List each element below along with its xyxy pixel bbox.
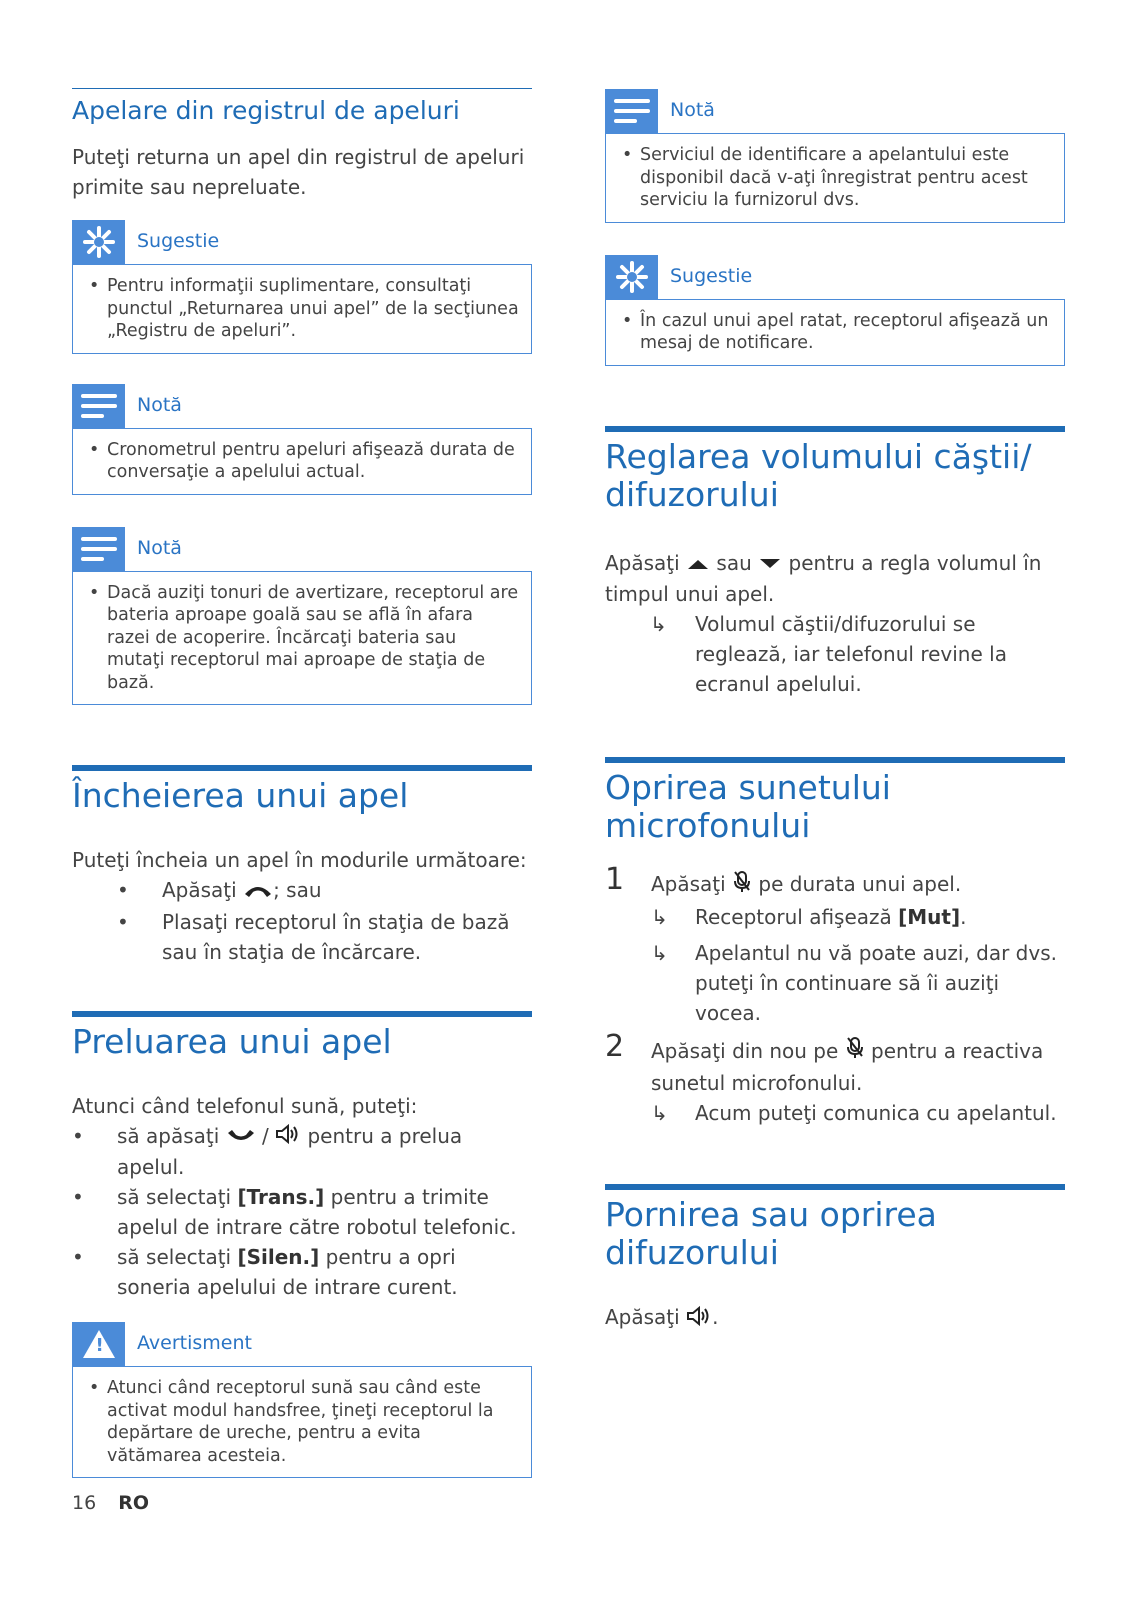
language-code: RO	[118, 1492, 149, 1514]
left-column	[72, 88, 532, 1478]
mute-result-1: ↳ Receptorul afişează [Mut].	[651, 902, 1065, 932]
result-arrow-icon: ↳	[650, 612, 667, 636]
speaker-icon	[275, 1122, 301, 1152]
apelare-title: Apelare din registrul de apeluri	[72, 96, 460, 125]
volum-body: Apăsaţi sau pentru a regla volumul în timpul unui apel.	[605, 550, 1042, 606]
page-number: 16	[72, 1492, 97, 1514]
note-label: Notă	[137, 393, 182, 416]
right-column	[605, 89, 1065, 1334]
list-item: • Atunci când receptorul sună sau când este activat modul handsfree, ţineţi receptorul la depărtare de ureche, pentru a evita vătămarea acesteia.	[89, 1378, 494, 1466]
speaker-body: Apăsaţi .	[605, 1302, 1065, 1334]
end-call-icon	[243, 877, 273, 907]
volum-result: ↳ Volumul căştii/difuzorului se reglează, iar telefonul revine la ecranul apelului.	[605, 609, 1065, 699]
apelare-heading-block	[72, 88, 532, 128]
note-icon	[72, 527, 125, 571]
note-box-1	[72, 384, 532, 495]
list-item: • Serviciul de identificare a apelantului este disponibil dacă v-aţi înregistrat pentru acest serviciu la furnizorul dvs.	[622, 145, 1028, 210]
incheiere-intro: Puteţi încheia un apel în modurile următoare:	[72, 848, 527, 872]
incheiere-title: Încheierea unui apel	[72, 776, 409, 815]
note-box-3	[605, 89, 1065, 223]
note-label: Notă	[137, 536, 182, 559]
list-item: • Plasaţi receptorul în staţia de bază sau în staţia de încărcare.	[117, 909, 510, 964]
list-item: • să selectaţi [Trans.] pentru a trimite apelul de intrare către robotul telefonic.	[72, 1185, 517, 1239]
warning-box	[72, 1322, 532, 1478]
speaker-heading-block	[605, 1184, 1065, 1272]
preluare-list	[72, 1121, 532, 1303]
mute-title: Oprirea sunetului microfonului	[605, 768, 891, 845]
tip-box-1	[72, 220, 532, 354]
apelare-body: Puteţi returna un apel din registrul de apeluri primite sau nepreluate.	[72, 145, 525, 199]
result-arrow-icon: ↳	[651, 940, 668, 965]
preluare-title: Preluarea unui apel	[72, 1021, 392, 1061]
note-icon	[72, 384, 125, 428]
note-box-2	[72, 527, 532, 706]
mute-step-1: 1 Apăsaţi pe durata unui apel. ↳ Receptorul afişează [Mut]. ↳ Apelantul nu vă poate auzi, dar dvs. puteţi în continuare să îi auziţi vocea.	[605, 869, 1065, 1028]
preluare-heading-block	[72, 1011, 532, 1061]
mute-step-2: 2 Apăsaţi din nou pe pentru a reactiva sunetul microfonului. ↳ Acum puteţi comunica cu apelantul.	[605, 1036, 1065, 1129]
volum-title: Reglarea volumului căştii/ difuzorului	[605, 436, 1032, 514]
volume-up-icon	[686, 549, 710, 579]
mute-microphone-icon	[732, 870, 752, 902]
list-item: • să selectaţi [Silen.] pentru a opri soneria apelului de intrare curent.	[72, 1245, 458, 1299]
tip-box-2	[605, 255, 1065, 366]
preluare-intro: Atunci când telefonul sună, puteţi:	[72, 1093, 418, 1118]
note-label: Notă	[670, 99, 715, 121]
tip-label: Sugestie	[137, 230, 220, 252]
list-item: • Dacă auziţi tonuri de avertizare, receptorul are bateria aproape goală sau se află în afara razei de acoperire. Încărcaţi bateria sau mutaţi receptorul mai aproape de staţia de bază.	[89, 582, 519, 693]
answer-call-icon	[226, 1122, 256, 1152]
volum-heading-block	[605, 426, 1065, 514]
incheiere-list	[72, 875, 532, 967]
list-item: • Cronometrul pentru apeluri afişează durata de conversaţie a apelului actual.	[89, 439, 515, 482]
speaker-title: Pornirea sau oprirea difuzorului	[605, 1195, 937, 1272]
tip-label: Sugestie	[670, 264, 753, 287]
tip-icon	[72, 220, 125, 264]
mute-result-2: ↳ Apelantul nu vă poate auzi, dar dvs. puteţi în continuare să îi auziţi vocea.	[651, 938, 1065, 1028]
result-arrow-icon: ↳	[651, 904, 668, 929]
mute-result-3: ↳ Acum puteţi comunica cu apelantul.	[651, 1098, 1065, 1128]
mute-microphone-icon	[845, 1036, 865, 1068]
warning-label: Avertisment	[137, 1332, 252, 1354]
volume-down-icon	[758, 549, 782, 579]
warning-icon: !	[72, 1322, 125, 1366]
incheiere-heading-block	[72, 765, 532, 815]
list-item: • În cazul unui apel ratat, receptorul afişează un mesaj de notificare.	[622, 310, 1049, 353]
note-icon	[605, 89, 658, 133]
list-item: • Apăsaţi ; sau	[162, 875, 532, 907]
list-item: • Pentru informaţii suplimentare, consultaţi punctul „Returnarea unui apel” de la secţiunea „Registru de apeluri”.	[89, 276, 519, 341]
tip-icon	[605, 255, 658, 299]
list-item: • să apăsaţi / pentru a prelua apelul.	[72, 1123, 463, 1179]
result-arrow-icon: ↳	[651, 1101, 668, 1125]
speaker-icon	[686, 1304, 712, 1334]
mute-heading-block	[605, 757, 1065, 845]
page-footer	[72, 1492, 149, 1514]
